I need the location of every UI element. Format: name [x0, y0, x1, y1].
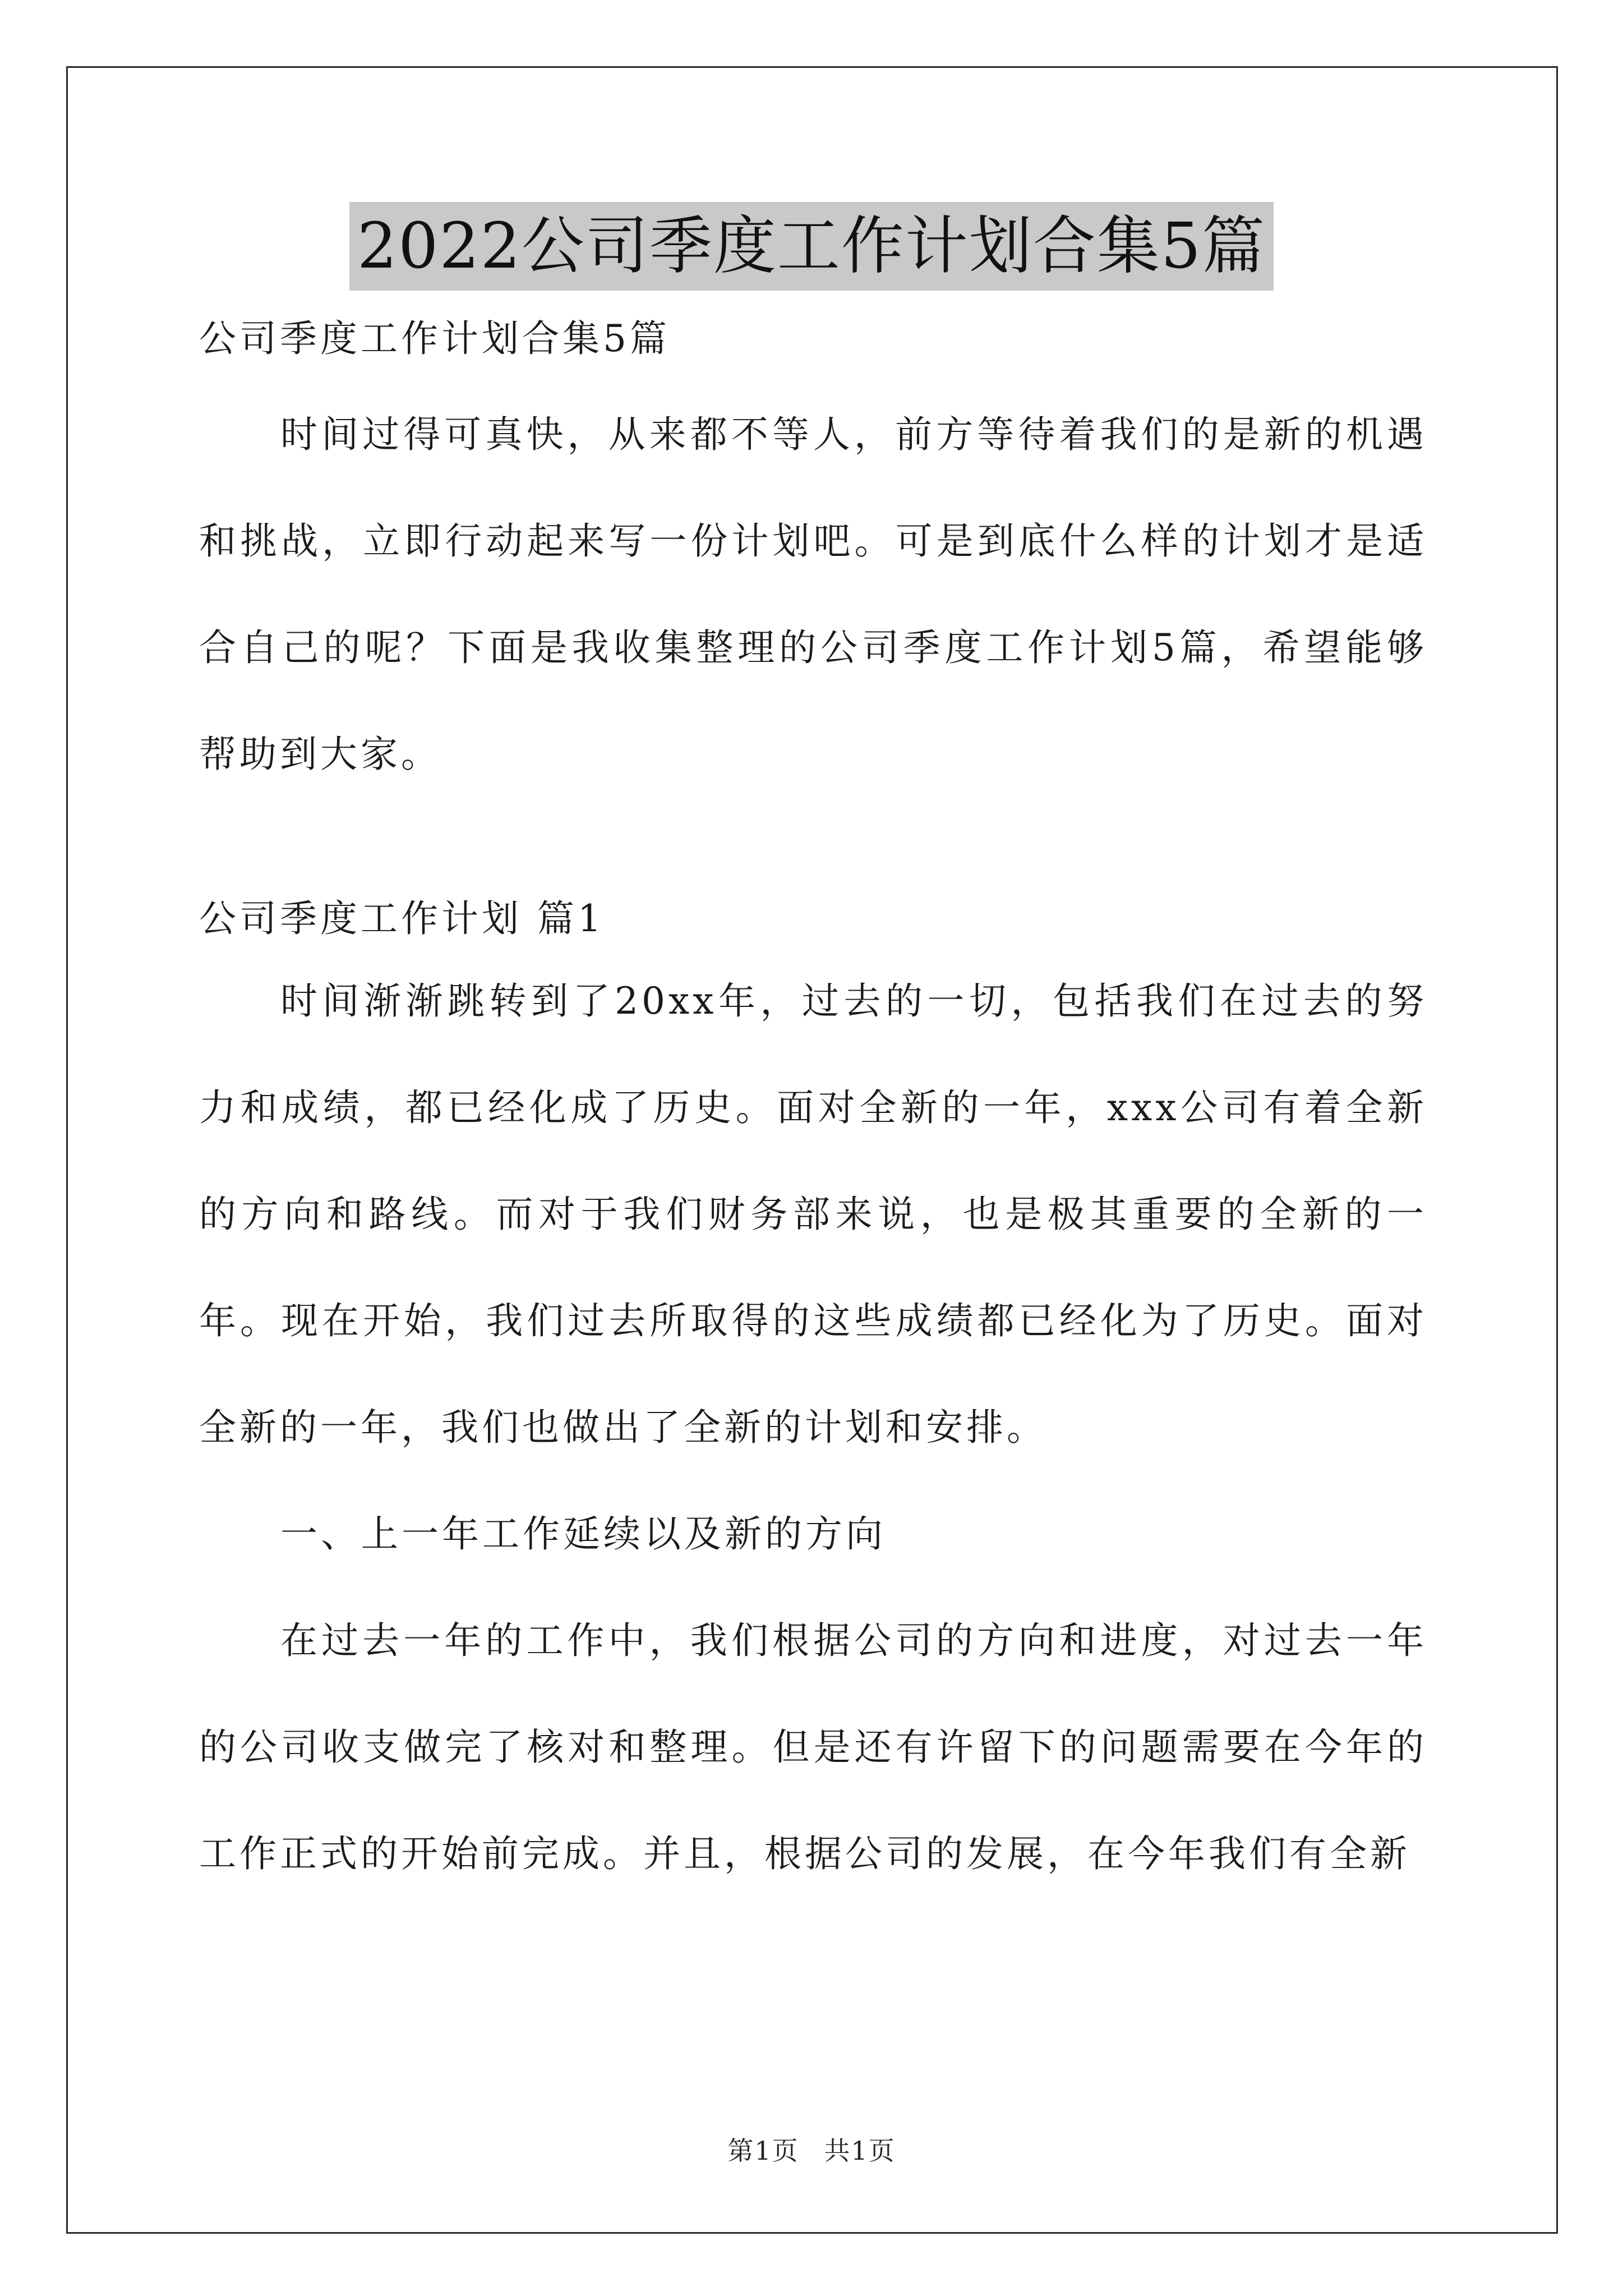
section-heading: 公司季度工作计划 篇1	[199, 897, 605, 940]
document-title: 2022公司季度工作计划合集5篇	[349, 202, 1274, 291]
page-number: 第1页	[727, 2136, 799, 2166]
section-paragraph-1: 时间渐渐跳转到了20xx年，过去的一切，包括我们在过去的努力和成绩，都已经化成了历史。面对全新的一年，xxx公司有着全新的方向和路线。而对于我们财务部来说，也是极其重要的全新的一年。现在开始，我们过去所取得的这些成绩都已经化为了历史。面对全新的一年，我们也做出了全新的计划和安排。	[199, 979, 1427, 1449]
page-total: 共1页	[824, 2136, 896, 2166]
title-container	[0, 202, 1623, 291]
section-subheading: 一、上一年工作延续以及新的方向	[280, 1512, 886, 1556]
document-body	[199, 312, 1427, 1907]
section-paragraph-2: 在过去一年的工作中，我们根据公司的方向和进度，对过去一年的公司收支做完了核对和整理。但是还有许留下的问题需要在今年的工作正式的开始前完成。并且，根据公司的发展，在今年我们有全新	[199, 1619, 1427, 1875]
intro-paragraph: 时间过得可真快，从来都不等人，前方等待着我们的是新的机遇和挑战，立即行动起来写一份计划吧。可是到底什么样的计划才是适合自己的呢？下面是我收集整理的公司季度工作计划5篇，希望能够帮助到大家。	[199, 413, 1427, 776]
page-footer	[0, 2131, 1623, 2168]
document-subtitle: 公司季度工作计划合集5篇	[199, 317, 670, 360]
